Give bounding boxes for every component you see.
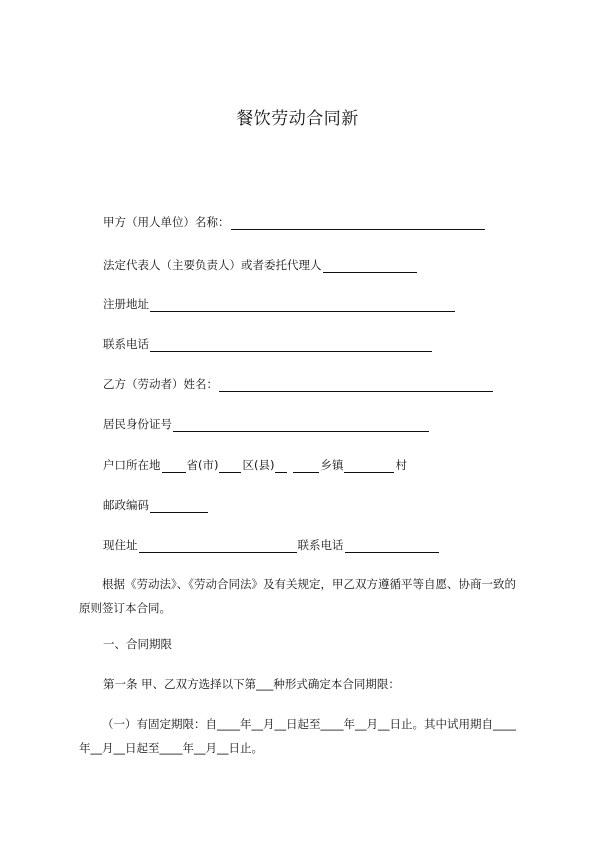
party-a-name-line xyxy=(103,214,486,230)
phone-b-blank[interactable] xyxy=(345,540,439,553)
hukou-label: 户口所在地 xyxy=(103,458,161,472)
postcode-blank[interactable] xyxy=(150,500,208,513)
article1-text: 第一条 甲、乙双方选择以下第___种形式确定本合同期限： xyxy=(103,677,400,691)
current-address-blank[interactable] xyxy=(139,540,297,553)
legal-rep-line xyxy=(103,257,418,273)
hukou-line xyxy=(103,457,407,473)
clause1-text: （一）有固定期限：自____年__月__日起至____年__月__日止。其中试用期自____年__月__日起至____年__月__日止。 xyxy=(79,717,516,755)
reg-address-blank[interactable] xyxy=(150,299,455,312)
current-address-line xyxy=(103,537,440,553)
phone-b-label: 联系电话 xyxy=(297,538,344,552)
hukou-village-blank[interactable] xyxy=(344,460,394,473)
id-number-line xyxy=(103,416,430,432)
postcode-label: 邮政编码 xyxy=(103,498,149,512)
hukou-province-blank[interactable] xyxy=(162,460,186,473)
hukou-village-label: 村 xyxy=(395,458,407,472)
section1-heading-text: 一、合同期限 xyxy=(103,637,172,651)
party-a-name-label: 甲方（用人单位）名称： xyxy=(103,215,230,229)
hukou-extra-blank[interactable] xyxy=(275,460,287,473)
party-a-name-blank[interactable] xyxy=(231,217,485,230)
phone-a-line xyxy=(103,336,433,352)
party-b-name-label: 乙方（劳动者）姓名： xyxy=(103,377,218,391)
hukou-district-label: 区(县) xyxy=(242,458,275,472)
legal-rep-label: 法定代表人（主要负责人）或者委托代理人 xyxy=(103,258,322,272)
id-number-label: 居民身份证号 xyxy=(103,417,172,431)
postcode-line xyxy=(103,497,209,513)
section1-heading xyxy=(103,636,172,652)
hukou-town-blank[interactable] xyxy=(293,460,319,473)
clause1-paragraph xyxy=(79,712,524,760)
phone-a-label: 联系电话 xyxy=(103,337,149,351)
reg-address-label: 注册地址 xyxy=(103,297,149,311)
id-number-blank[interactable] xyxy=(173,419,429,432)
hukou-town-label: 乡镇 xyxy=(320,458,344,472)
hukou-province-label: 省(市) xyxy=(186,458,219,472)
party-b-name-line xyxy=(103,376,494,392)
party-b-name-blank[interactable] xyxy=(219,379,493,392)
legal-rep-blank[interactable] xyxy=(323,260,417,273)
hukou-district-blank[interactable] xyxy=(219,460,241,473)
document-title: 餐饮劳动合同新 xyxy=(236,109,359,129)
intro-text: 根据《劳动法》、《劳动合同法》及有关规定，甲乙双方遵循平等自愿、协商一致的原则签订本合同。 xyxy=(79,577,516,615)
intro-paragraph xyxy=(79,572,524,620)
reg-address-line xyxy=(103,296,456,312)
phone-a-blank[interactable] xyxy=(150,339,432,352)
current-address-label: 现住址 xyxy=(103,538,138,552)
article1-line xyxy=(103,676,400,692)
